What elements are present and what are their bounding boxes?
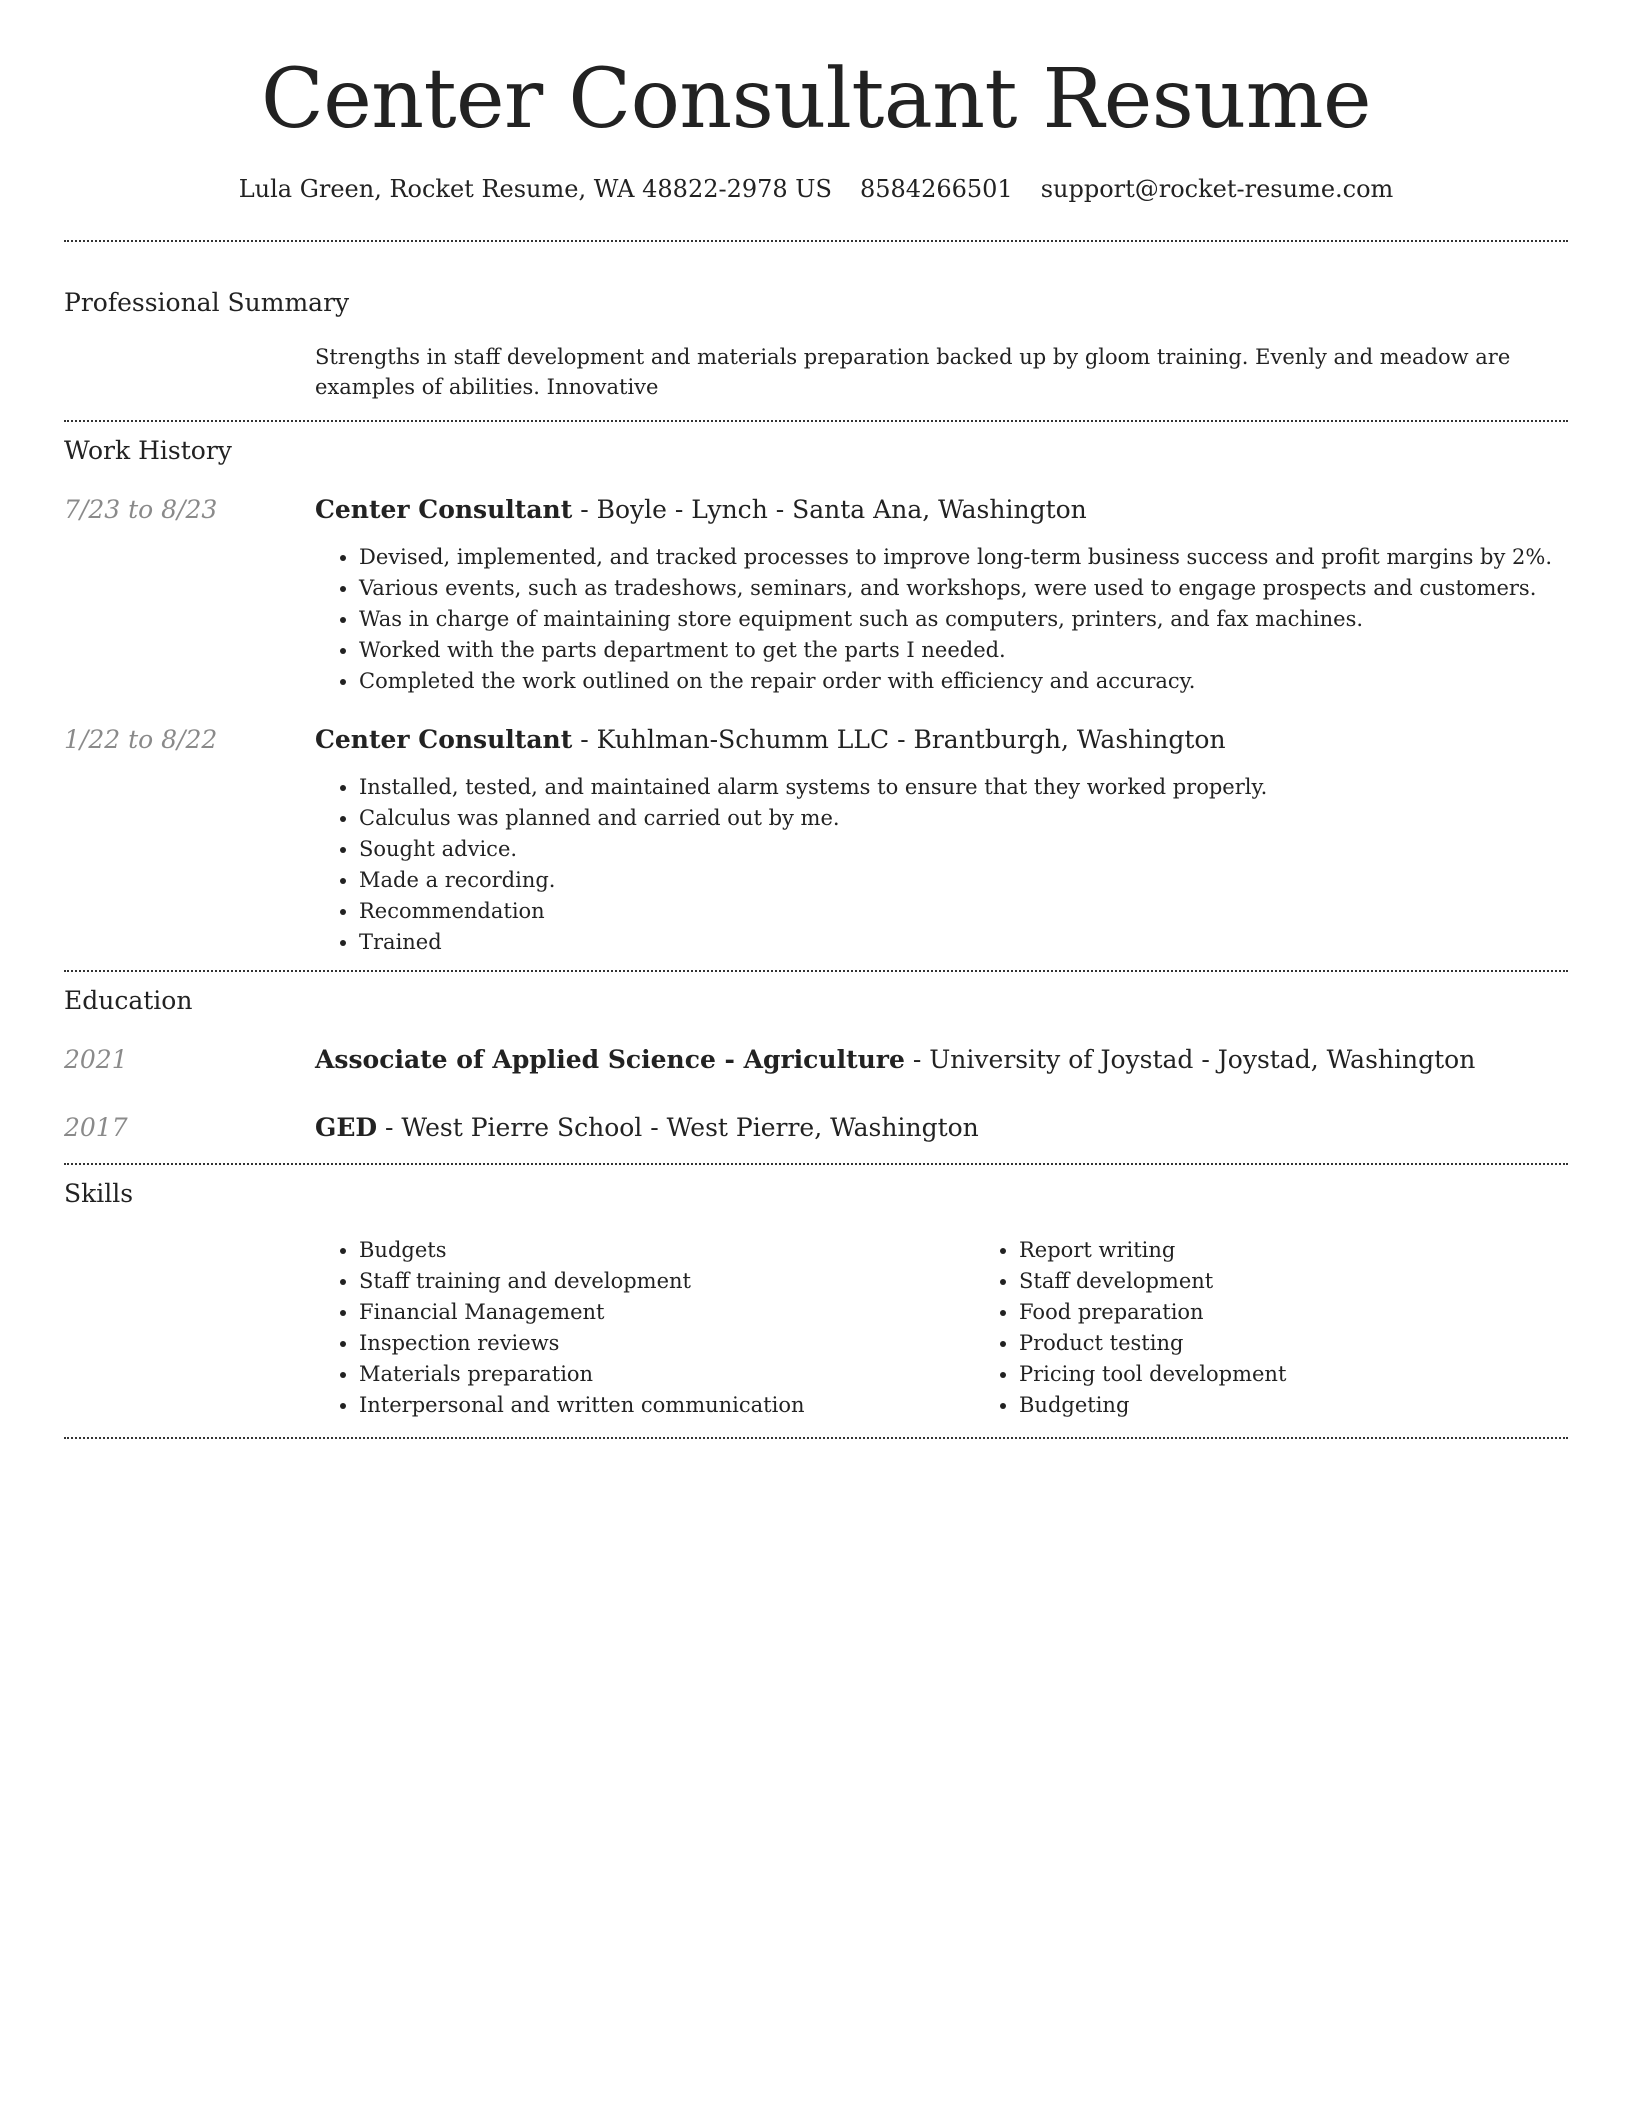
work-section xyxy=(64,436,1568,958)
contact-line xyxy=(64,174,1568,204)
education-entry xyxy=(64,1112,1568,1144)
job-dates: 1/22 to 8/22 xyxy=(64,725,218,754)
divider xyxy=(64,1163,1568,1165)
summary-section xyxy=(64,288,1568,402)
list-item: • Recommendation xyxy=(359,896,1568,927)
list-item: • Was in charge of maintaining store equipment such as computers, printers, and fax machines. xyxy=(359,604,1568,635)
job-heading xyxy=(315,724,1568,756)
list-item: • Materials preparation xyxy=(359,1359,975,1390)
resume-title: Center Consultant Resume xyxy=(261,52,1371,147)
list-item: • Installed, tested, and maintained alarm systems to ensure that they worked properly. xyxy=(359,772,1568,803)
list-item: • Pricing tool development xyxy=(1019,1359,1632,1390)
education-year: 2017 xyxy=(64,1113,128,1142)
list-item: • Made a recording. xyxy=(359,865,1568,896)
job-role: Center Consultant xyxy=(315,725,573,754)
list-item: • Sought advice. xyxy=(359,834,1568,865)
skills-columns xyxy=(315,1235,1632,1421)
job-role: Center Consultant xyxy=(315,495,573,524)
education-heading: Education xyxy=(64,986,193,1015)
skills-list-right xyxy=(975,1235,1632,1421)
list-item: • Report writing xyxy=(1019,1235,1632,1266)
list-item: • Staff training and development xyxy=(359,1266,975,1297)
education-degree: GED xyxy=(315,1113,378,1142)
divider xyxy=(64,1437,1568,1439)
list-item: • Worked with the parts department to get the parts I needed. xyxy=(359,635,1568,666)
job-dates: 7/23 to 8/23 xyxy=(64,495,218,524)
education-section xyxy=(64,986,1568,1144)
list-item: • Budgets xyxy=(359,1235,975,1266)
divider xyxy=(64,240,1568,242)
divider xyxy=(64,970,1568,972)
summary-heading: Professional Summary xyxy=(64,288,350,317)
list-item: • Inspection reviews xyxy=(359,1328,975,1359)
education-details: - West Pierre School - West Pierre, Washington xyxy=(377,1113,979,1142)
contact-email: support@rocket-resume.com xyxy=(1040,175,1394,203)
list-item: • Product testing xyxy=(1019,1328,1632,1359)
work-heading: Work History xyxy=(64,436,232,465)
list-item: • Budgeting xyxy=(1019,1390,1632,1421)
job-bullets xyxy=(315,772,1568,958)
job-entry xyxy=(64,724,1568,958)
summary-text: Strengths in staff development and materials preparation backed up by gloom training. Evenly and meadow are examples of abilities. Innovative xyxy=(315,345,1511,399)
job-details: - Kuhlman-Schumm LLC - Brantburgh, Washington xyxy=(572,725,1226,754)
list-item: • Devised, implemented, and tracked processes to improve long-term business success and profit margins by 2%. xyxy=(359,542,1568,573)
education-entry xyxy=(64,1044,1568,1076)
contact-address: Lula Green, Rocket Resume, WA 48822-2978 US xyxy=(238,175,832,203)
list-item: • Calculus was planned and carried out by me. xyxy=(359,803,1568,834)
job-heading xyxy=(315,494,1568,526)
job-entry xyxy=(64,494,1568,697)
education-year: 2021 xyxy=(64,1045,128,1074)
list-item: • Staff development xyxy=(1019,1266,1632,1297)
job-bullets xyxy=(315,542,1568,697)
skills-heading: Skills xyxy=(64,1179,134,1208)
list-item: • Trained xyxy=(359,927,1568,958)
education-heading-line xyxy=(315,1044,1568,1076)
list-item: • Food preparation xyxy=(1019,1297,1632,1328)
education-details: - University of Joystad - Joystad, Washington xyxy=(904,1045,1476,1074)
education-heading-line xyxy=(315,1112,1568,1144)
education-degree: Associate of Applied Science - Agriculture xyxy=(315,1045,905,1074)
list-item: • Financial Management xyxy=(359,1297,975,1328)
list-item: • Various events, such as tradeshows, seminars, and workshops, were used to engage prospects and customers. xyxy=(359,573,1568,604)
resume-page xyxy=(64,0,1568,1439)
list-item: • Interpersonal and written communication xyxy=(359,1390,975,1421)
list-item: • Completed the work outlined on the repair order with efficiency and accuracy. xyxy=(359,666,1568,697)
skills-list-left xyxy=(315,1235,975,1421)
skills-section xyxy=(64,1179,1568,1421)
divider xyxy=(64,420,1568,422)
contact-phone: 8584266501 xyxy=(859,175,1013,203)
job-details: - Boyle - Lynch - Santa Ana, Washington xyxy=(572,495,1087,524)
